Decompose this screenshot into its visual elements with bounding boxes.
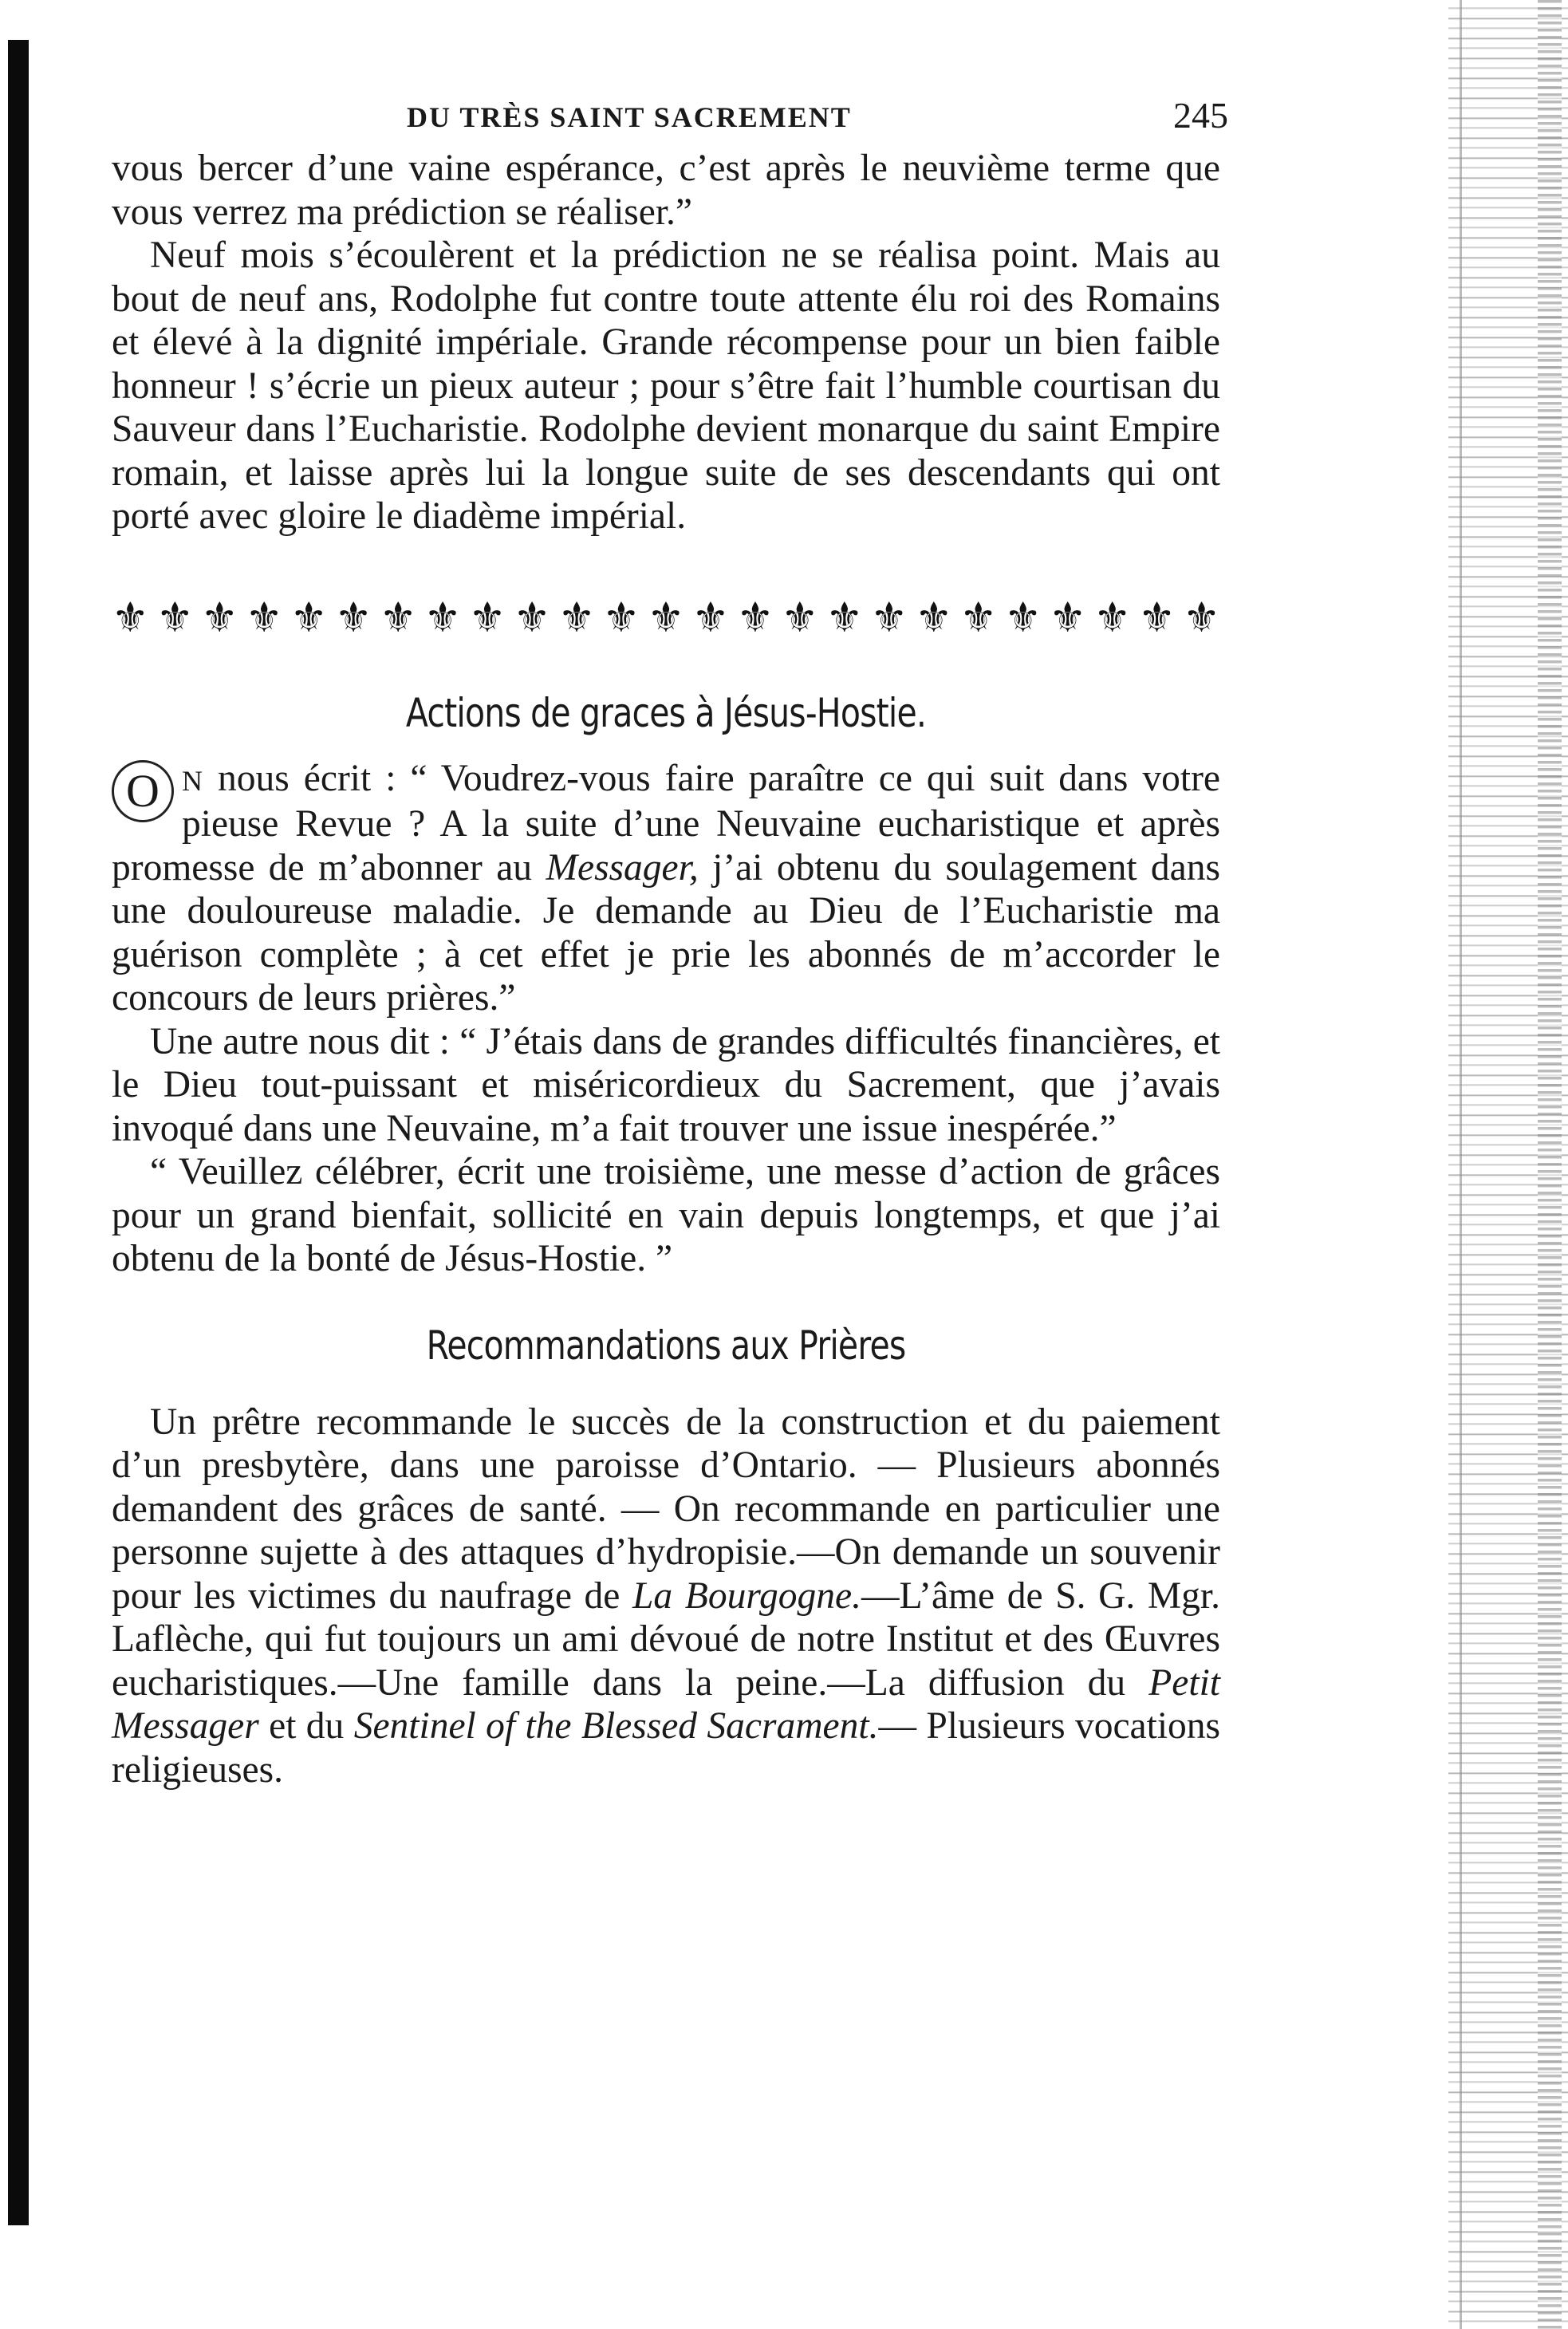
fleur-de-lis-icon: ⚜ <box>200 595 238 641</box>
fleur-de-lis-icon: ⚜ <box>513 595 551 641</box>
paragraph-letter-two: Une autre nous dit : “ J’étais dans de grandes difficultés financières, et le Dieu tout-puissant et miséricordieux du Sacrement, que j’avais invoqué dans une Neuvaine, m’a fait trouver une issue inespérée.” <box>112 1020 1220 1149</box>
fleur-de-lis-icon: ⚜ <box>959 595 998 641</box>
drop-cap-ornament: O <box>112 760 174 822</box>
fleur-de-lis-icon: ⚜ <box>379 595 417 641</box>
fleur-de-lis-icon: ⚜ <box>112 595 149 641</box>
fleur-de-lis-icon: ⚜ <box>557 595 596 641</box>
fleur-de-lis-icon: ⚜ <box>1138 595 1176 641</box>
book-page <box>112 94 1228 1791</box>
italic-title-messager: Messager, <box>546 846 699 889</box>
fleur-de-lis-icon: ⚜ <box>1183 595 1220 641</box>
paragraph-text: — Plusieurs vocations religieuses. <box>112 1705 1221 1791</box>
fleur-de-lis-icon: ⚜ <box>825 595 864 641</box>
fleur-de-lis-icon: ⚜ <box>245 595 283 641</box>
scan-page-edge <box>1448 0 1568 2329</box>
fleur-de-lis-icon: ⚜ <box>691 595 730 641</box>
paragraph-text: —L’âme de S. G. Mgr. Laflèche, qui fut toujours un ami dévoué de notre Institut et des Œuvres eucharistiques.—Une famille dans la peine.—La diffusion du <box>112 1574 1220 1704</box>
paragraph-continued: vous bercer d’une vaine espérance, c’est après le neuvième terme que vous verrez ma prédiction se réaliser.” <box>112 148 1220 233</box>
paragraph-rodolphe: Neuf mois s’écoulèrent et la prédiction ne se réalisa point. Mais au bout de neuf ans, Rodolphe fut contre toute attente élu roi des Romains et élevé à la dignité impériale. Grande récompense pour un bien faible honneur ! s’écrie un pieux auteur ; pour s’être fait l’humble courtisan du Sauveur dans l’Eucharistie. Rodolphe devient monarque du saint Empire romain, et laisse après lui la longue suite de ses descendants qui ont porté avec gloire le diadème impérial. <box>112 234 1220 537</box>
fleur-de-lis-icon: ⚜ <box>156 595 194 641</box>
paragraph-text: nous écrit : “ Voudrez-vous faire paraître ce qui suit dans votre pieuse Revue ? A la suite d’une Neuvaine eucharistique et après promesse de m’abonner au <box>112 757 1220 889</box>
fleur-de-lis-icon: ⚜ <box>1093 595 1131 641</box>
fleur-de-lis-icon: ⚜ <box>915 595 953 641</box>
fleur-de-lis-icon: ⚜ <box>424 595 462 641</box>
small-caps-text: N <box>182 764 203 797</box>
fleur-de-lis-icon: ⚜ <box>602 595 640 641</box>
running-title: DU TRÈS SAINT SACREMENT <box>407 101 852 133</box>
fleur-de-lis-icon: ⚜ <box>290 595 328 641</box>
italic-title-petit-messager: Petit Messager <box>112 1661 1220 1747</box>
fleur-de-lis-icon: ⚜ <box>781 595 819 641</box>
fleur-de-lis-icon: ⚜ <box>334 595 372 641</box>
paragraph-text: j’ai obtenu du soulagement dans une douloureuse maladie. Je demande au Dieu de l’Eucharistie ma guérison complète ; à cet effet je prie les abonnés de m’accorder le concours de leurs prières.” <box>112 846 1220 1019</box>
section-heading-recommandations: Recommandations aux Prières <box>426 1322 906 1369</box>
fleur-de-lis-icon: ⚜ <box>468 595 506 641</box>
page-number: 245 <box>1173 95 1228 136</box>
paragraph-recommandations <box>112 1401 1220 1792</box>
italic-ship-name: La Bourgogne. <box>632 1574 862 1617</box>
fleur-de-lis-icon: ⚜ <box>647 595 685 641</box>
fleur-de-lis-icon: ⚜ <box>1004 595 1042 641</box>
section-heading-actions-de-graces: Actions de graces à Jésus-Hostie. <box>405 689 927 736</box>
scan-binding-edge <box>8 40 29 2225</box>
italic-title-sentinel: Sentinel of the Blessed Sacrament. <box>353 1705 879 1747</box>
paragraph-text: et du <box>258 1705 354 1747</box>
paragraph-letter-three: “ Veuillez célébrer, écrit une troisième, une messe d’action de grâces pour un grand bienfait, sollicité en vain depuis longtemps, et que j’ai obtenu de la bonté de Jésus-Hostie. ” <box>112 1151 1220 1279</box>
paragraph-letter-one <box>112 757 1220 1020</box>
fleur-de-lis-ornament-row <box>112 594 1220 642</box>
paragraph-text: Un prêtre recommande le succès de la construction et du paiement d’un presbytère, dans une paroisse d’Ontario. — Plusieurs abonnés demandent des grâces de santé. — On recommande en particulier une personne sujette à des attaques d’hydropisie.—On demande un souvenir pour les victimes du naufrage de <box>112 1401 1220 1617</box>
fleur-de-lis-icon: ⚜ <box>736 595 774 641</box>
fleur-de-lis-icon: ⚜ <box>870 595 908 641</box>
fleur-de-lis-icon: ⚜ <box>1049 595 1086 641</box>
running-head <box>112 94 1228 142</box>
